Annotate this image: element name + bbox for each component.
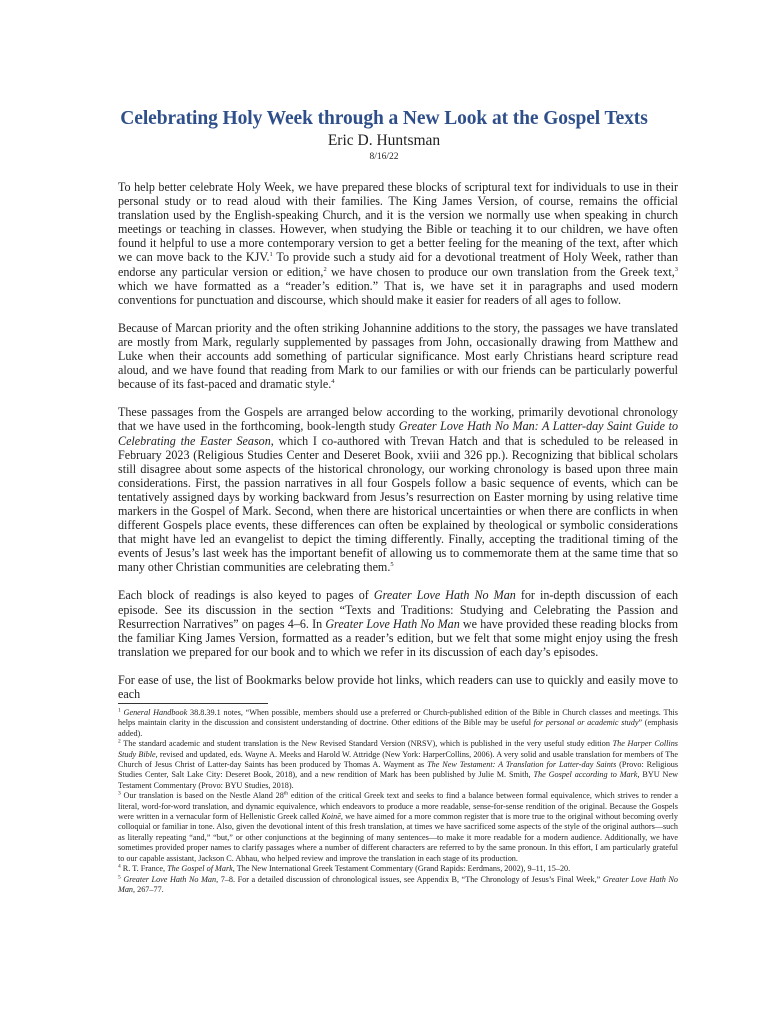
book-title: Greater Love Hath No Man	[373, 588, 516, 603]
footnote-ref-1[interactable]: 1	[269, 251, 273, 259]
footnote-2: $^2$ The standard academic and student translation is the New Revised Standard Version (NRSV), which is published in the very useful study edition The Harper Collins Study Bible, revised and updated, eds. Wayne A. Meeks and Harold W. Attridge (New York: HarperCollins, 2006). A very solid and usable translation for members of The Church of Jesus Christ of Latter-day Saints has been produced by Thomas A. Wayment as The New Testament: A Translation for Latter-day Saints (Provo: Religious Studies Center, Salt Lake City: Deseret Book, 2018), and a new rendition of Mark has been published by Julie M. Smith, The Gospel according to Mark, BYU New Testament Commentary (Provo: BYU Studies, 2018).	[118, 738, 679, 790]
footnote-4: $^4$ R. T. France, The Gospel of Mark, The New International Greek Testament Commentary (Grand Rapids: Eerdmans, 2002), 9–11, 15–20.	[118, 863, 571, 874]
paragraph-3: These passages from the Gospels are arranged below according to the working, primarily devotional chronology that we have used in the forthcoming, book-length study Greater Love Hath No Man: A Latter-day Saint Guide to Celebrating the Easter Season, which I co-authored with Trevan Hatch and that is scheduled to be released in February 2023 (Religious Studies Center and Deseret Book, xviii and 326 pp.). Recognizing that biblical scholars still disagree about some aspects of the historical chronology, our working chronology is based upon three main considerations. First, the passion narratives in all four Gospels follow a basic sequence of events, which can be tentatively assigned days by working backward from Jesus’s resurrection on Easter morning by using relative time markers in the Gospel of Mark. Second, when there are historical uncertainties or when there are conflicts in when different Gospels place events, these differences can often be explained by theological or symbolic considerations that might have led an evangelist to depict the timing differently. Finally, accepting the traditional timing of the events of Jesus’s last week has the important benefit of allowing us to commemorate them at the same time that so many other Christian communities are celebrating them.$^5$	[118, 405, 678, 575]
paragraph-5: For ease of use, the list of Bookmarks below provide hot links, which readers can use to quickly and easily move to each	[118, 672, 678, 701]
footnote-ref-5[interactable]: 5	[390, 561, 394, 569]
document-date: 8/16/22	[369, 152, 399, 162]
book-title: Greater Love Hath No Man	[325, 616, 460, 631]
footnote-5: $^5$ Greater Love Hath No Man, 7–8. For a detailed discussion of chronological issues, see Appendix B, “The Chronology of Jesus’s Final Week,” Greater Love Hath No Man, 267–77.	[118, 873, 678, 894]
footnote-ref-2[interactable]: 2	[323, 265, 327, 273]
footnote-ref-3[interactable]: 3	[674, 265, 679, 273]
footnote-1: $^1$ General Handbook 38.8.39.1 notes, “When possible, members should use a preferred or Church-published edition of the Bible in Church classes and meetings. This helps maintain clarity in the discussion and consistent understanding of doctrine. Other editions of the Bible may be useful for personal or academic study” (emphasis added).	[118, 707, 678, 738]
footnotes	[118, 708, 678, 895]
paragraph-4: Each block of readings is also keyed to pages of Greater Love Hath No Man for in-depth discussion of each episode. See its discussion in the section “Texts and Traditions: Studying and Celebrating the Passion and Resurrection Narratives” on pages 4–6. In Greater Love Hath No Man we have provided these reading blocks from the familiar King James Version, formatted as a reader’s edition, but we felt that some might enjoy using the fresh translation we prepared for our book and to which we refer in its discussion of each day’s episodes.	[118, 588, 678, 659]
paragraph-1: To help better celebrate Holy Week, we have prepared these blocks of scriptural text for individuals to use in their personal study or to read aloud with their families. The King James Version, of course, remains the official translation used by the English-speaking Church, and it is the version we normally use when speaking in church meetings or teaching in classes. However, when studying the Bible or teaching it to our children, we have often found it helpful to use a more contemporary version to get a better feeling for the meaning of the text, after which we can move back to the KJV.$^1$ To provide such a study aid for a devotional treatment of Holy Week, rather than endorse any particular version or edition,$^2$ we have chosen to produce our own translation from the Greek text,$^3$ which we have formatted as a “reader’s edition.” That is, we have set it in paragraphs and used modern conventions for punctuation and discourse, which should make it easier for readers of all ages to follow.	[118, 180, 679, 307]
document-body	[118, 180, 678, 701]
document-author: Eric D. Huntsman	[327, 132, 441, 149]
footnote-3: $^3$ Our translation is based on the Nestle Aland 28th edition of the critical Greek text and seeks to find a balance between formal equivalence, which strives to render a literal, word-for-word translation, and dynamic equivalence, which endeavors to produce a more readable, sense-for-sense rendition of the original. Because the Gospels were written in a vernacular form of Hellenistic Greek called Koinē, we have aimed for a more common register that is more true to the original without becoming overly colloquial or familiar in tone. Also, given the devotional intent of this fresh translation, at times we have sacrificed some aspects of the style of the original authors—such as literally repeating “and,” “but,” or other conjunctions at the beginning of many sentences—to make it more readable for a modern audience. Additionally, we have sometimes provided proper names to clarify passages where a number of different characters are referred to by the same pronoun. In this effort, I am particularly grateful to our capable assistant, Jackson C. Abhau, who helped review and improve the translation in each stage of its production.	[118, 790, 679, 863]
footnote-ref-4[interactable]: 4	[331, 378, 335, 386]
footnote-separator	[118, 703, 268, 704]
book-title: Greater Love Hath No Man: A Latter-day Saint Guide to Celebrating the Easter Season	[118, 419, 678, 448]
paragraph-2: Because of Marcan priority and the often striking Johannine additions to the story, the passages we have translated are mostly from Mark, regularly supplemented by passages from John, occasionally drawing from Matthew and Luke when their accounts add something of particular significance. Most early Christians heard scripture read aloud, and we have found that reading from Mark to our families or with our friends can be particularly powerful because of its fast-paced and dramatic style.$^4$	[118, 320, 678, 392]
document-title: Celebrating Holy Week through a New Look at the Gospel Texts	[120, 108, 648, 129]
